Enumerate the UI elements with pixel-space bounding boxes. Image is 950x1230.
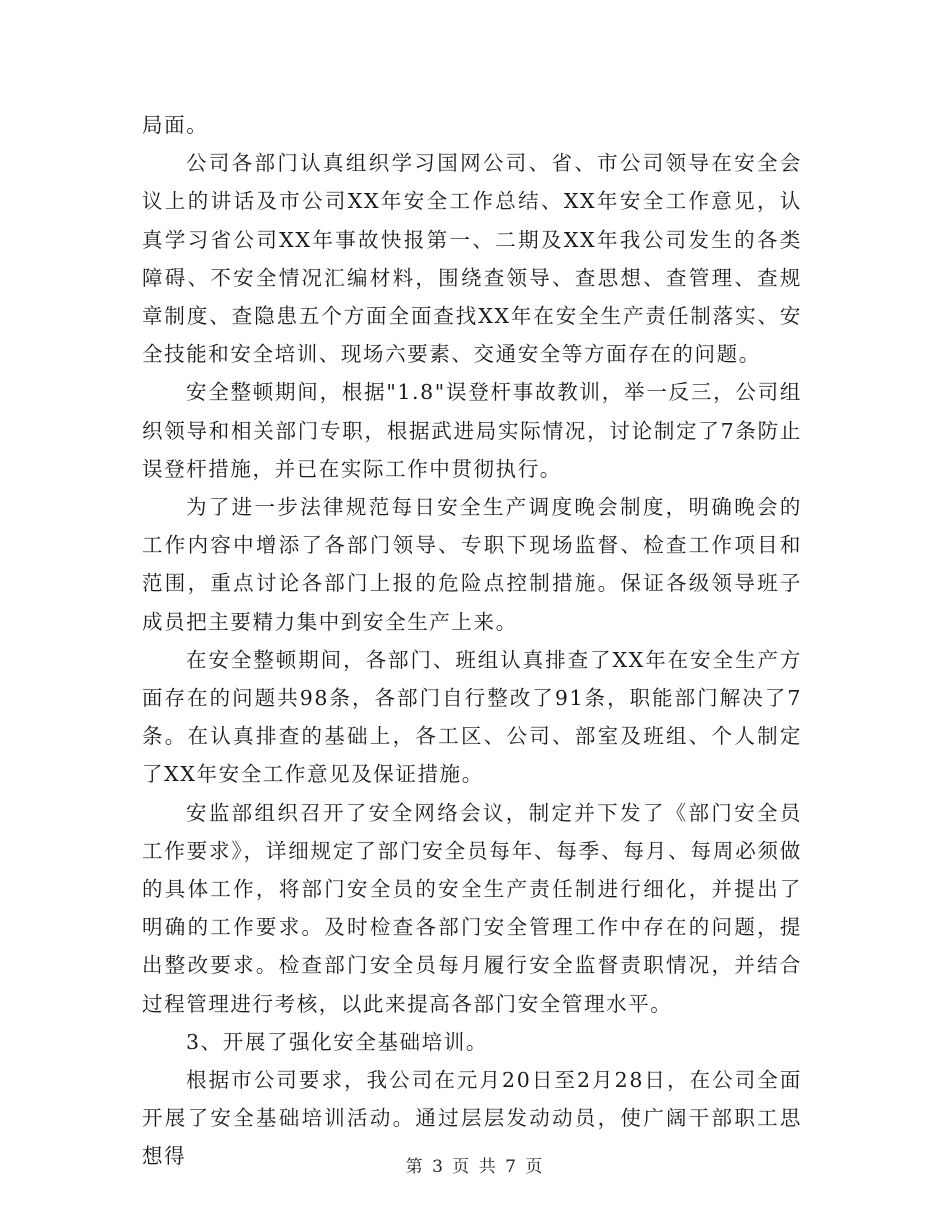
paragraph-problem-survey: 在安全整顿期间，各部门、班组认真排查了XX年在安全生产方面存在的问题共98条，各部门自行整改了91条，职能部门解决了7条。在认真排查的基础上，各工区、公司、部室及班组、个人制定了XX年安全工作意见及保证措施。 [142, 647, 802, 787]
paragraph-evening-meeting: 为了进一步法律规范每日安全生产调度晚会制度，明确晚会的工作内容中增添了各部门领导、专职下现场监督、检查工作项目和范围，重点讨论各部门上报的危险点控制措施。保证各级领导班子成员把主要精力集中到安全生产上来。 [142, 495, 802, 634]
paragraph-study-meetings: 公司各部门认真组织学习国网公司、省、市公司领导在安全会议上的讲话及市公司XX年安全工作总结、XX年安全工作意见，认真学习省公司XX年事故快报第一、二期及XX年我公司发生的各类障碍、不安全情况汇编材料，围绕查领导、查思想、查管理、查规章制度、查隐患五个方面全面查找XX年在安全生产责任制落实、安全技能和安全培训、现场六要素、交通安全等方面存在的问题。 [142, 151, 802, 367]
document-body [142, 106, 802, 1176]
paragraph-training-activity: 根据市公司要求，我公司在元月20日至2月28日，在公司全面开展了安全基础培训活动。通过层层发动动员，使广阔干部职工思想得 [142, 1068, 802, 1169]
paragraph-safety-network: 安监部组织召开了安全网络会议，制定并下发了《部门安全员工作要求》，详细规定了部门安全员每年、每季、每月、每周必须做的具体工作，将部门安全员的安全生产责任制进行细化，并提出了明确的工作要求。及时检查各部门安全管理工作中存在的问题，提出整改要求。检查部门安全员每月履行安全监督责职情况，并结合过程管理进行考核，以此来提高各部门安全管理水平。 [142, 800, 802, 1016]
paragraph-continuation: 局面。 [142, 113, 209, 137]
paragraph-pole-climbing-measures: 安全整顿期间，根据"1.8"误登杆事故教训，举一反三，公司组织领导和相关部门专职，根据武进局实际情况，讨论制定了7条防止误登杆措施，并已在实际工作中贯彻执行。 [142, 380, 802, 481]
page-number-footer: 第 3 页 共 7 页 [405, 1157, 545, 1177]
section-heading-training: 3、开展了强化安全基础培训。 [186, 1029, 488, 1054]
